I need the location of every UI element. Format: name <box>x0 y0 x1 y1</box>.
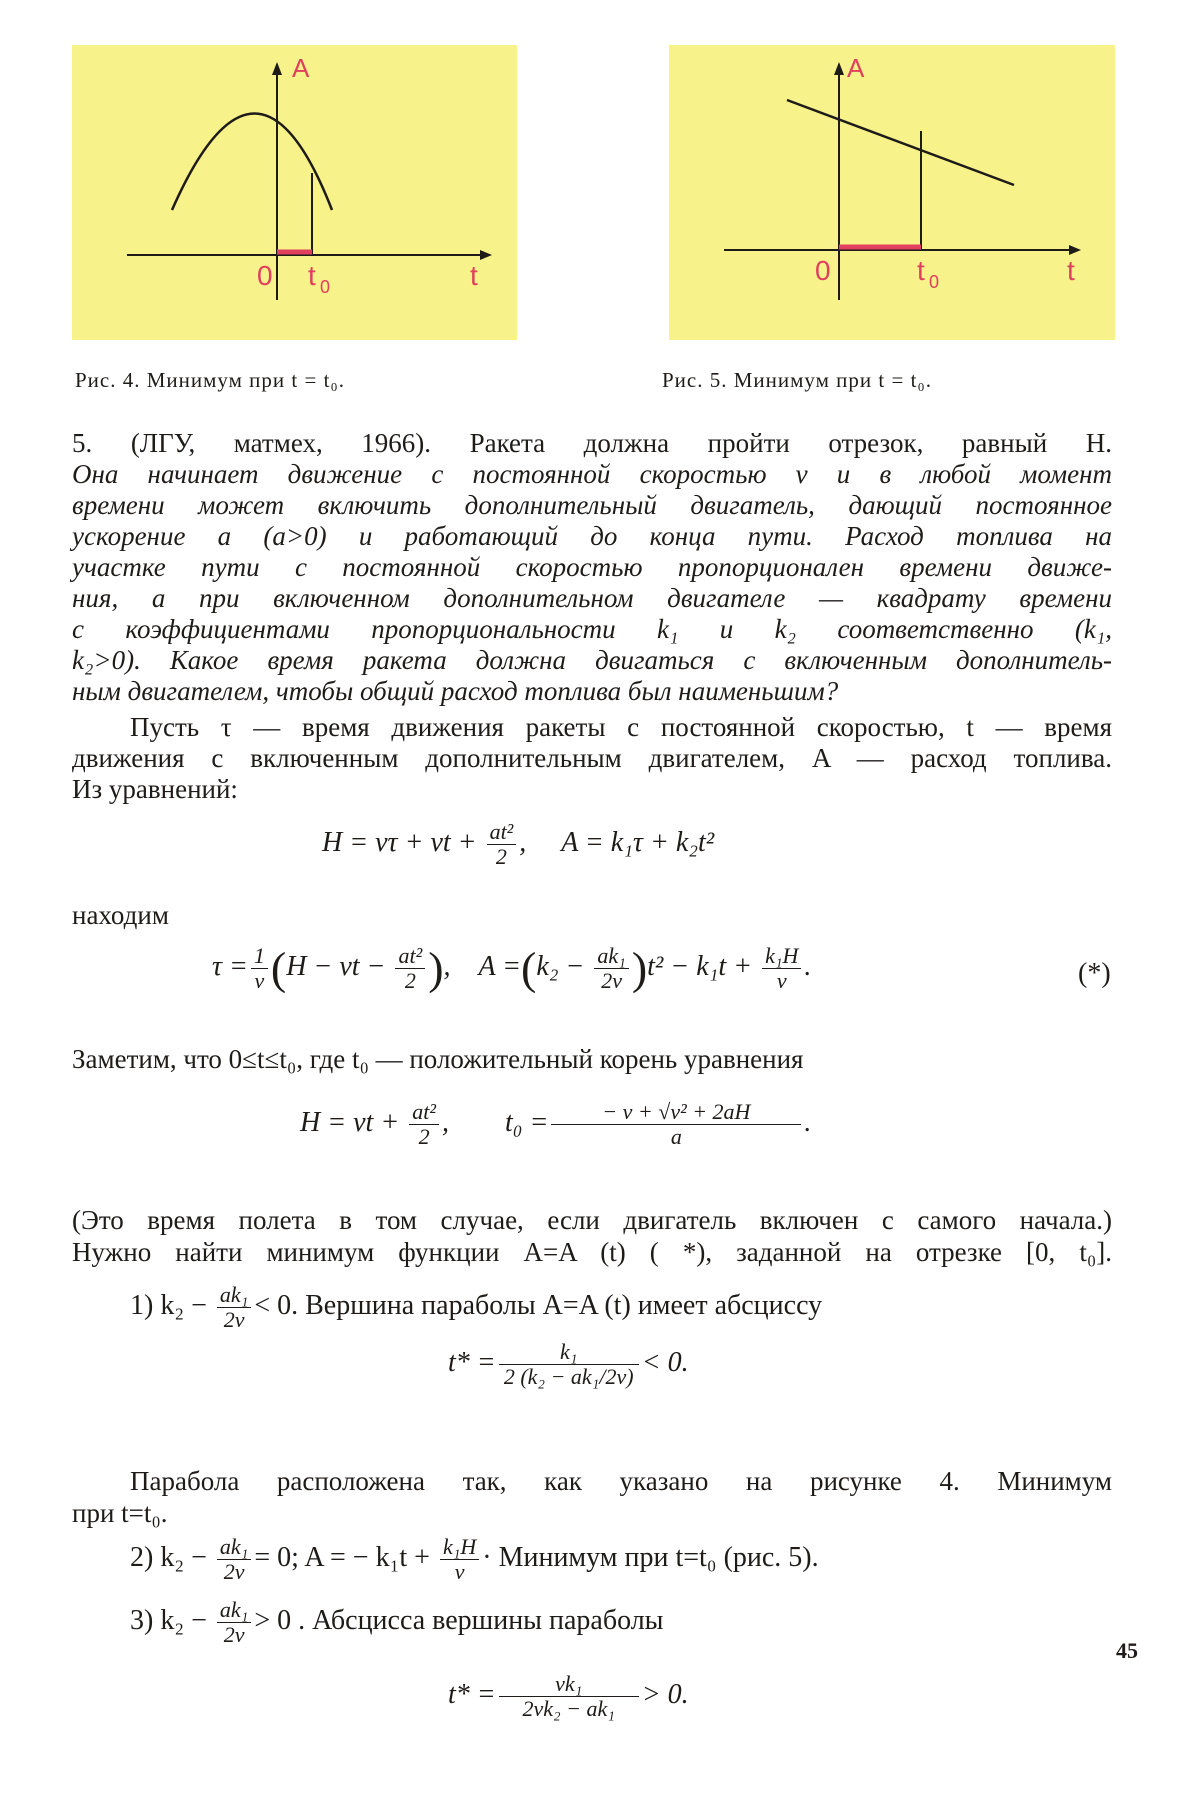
case-3: 3) k₂ − $\frac{\text{ak₁}}{2v}$ > 0 . Абсцисса вершины параболы <box>130 1597 664 1647</box>
equation-3: H = vt + $\frac{\text{at²}}{2}$ , t₀ = $\frac{\text{− v + √v² + 2aH}}{a}$ . <box>300 1099 812 1149</box>
after-line: (Это время полета в том случае, если двигатель включен с самого начала.) <box>72 1205 1112 1235</box>
figure-4-graph <box>72 45 517 340</box>
axis-label-t: t <box>470 260 478 291</box>
axis-label-a: A <box>292 53 310 83</box>
figure-5-caption: Рис. 5. Минимум при t = t₀. <box>662 368 932 392</box>
equation-1: H = vτ + vt + $\frac{\text{at²}}{2}$ , A = k₁τ + k₂t² <box>322 819 715 869</box>
axis-label-t: t <box>1067 255 1075 286</box>
t0-label: t <box>308 260 316 291</box>
figure-5-graph <box>669 45 1115 340</box>
equation-2: τ = $\frac{1}{v}$ (H − vt − $\frac{\text{at²}}{2}$ ), A =(k₂ − $\frac{\text{ak₁}}{2v}$ )t² − k₁t + $\frac{\text{k₁H}}{v}$ . <box>212 942 812 994</box>
linear-function <box>787 100 1014 185</box>
origin-label: 0 <box>257 260 273 291</box>
after-line: Нужно найти минимум функции A=A (t) ( *), заданной на отрезке [0, t₀]. <box>72 1237 1112 1267</box>
equation-marker: (*) <box>1078 958 1111 989</box>
figure-4-caption: Рис. 4. Минимум при t = t₀. <box>75 368 345 392</box>
case-1: 1) k₂ − $\frac{\text{ak₁}}{2v}$ < 0. Вершина параболы A=A (t) имеет абсциссу <box>130 1282 823 1332</box>
statement-line: Она начинает движение с постоянной скоростью v и в любой момент <box>72 459 1112 489</box>
figure-4 <box>72 45 517 340</box>
axis-label-a: A <box>847 53 865 83</box>
find-label: находим <box>72 900 169 930</box>
origin-label: 0 <box>815 255 831 286</box>
statement-line: ускорение a (a>0) и работающий до конца пути. Расход топлива на <box>72 521 1112 551</box>
intro-line: Из уравнений: <box>72 774 238 804</box>
statement-line: участке пути с постоянной скоростью пропорционален времени движе- <box>72 552 1112 582</box>
parabola-line: при t=t₀. <box>72 1498 168 1528</box>
statement-line: k₂>0). Какое время ракета должна двигаться с включенным дополнитель- <box>72 645 1112 675</box>
figure-5 <box>669 45 1115 340</box>
statement-line: с коэффициентами пропорциональности k₁ и k₂ соответственно (k₁, <box>72 614 1112 644</box>
t0-label: t <box>917 255 925 286</box>
t0-subscript: 0 <box>929 272 940 292</box>
statement-line: ным двигателем, чтобы общий расход топлива был наименьшим? <box>72 676 839 706</box>
intro-line: движения с включенным дополнительным двигателем, A — расход топлива. <box>72 743 1112 773</box>
equation-5: t* = $\frac{\text{vk₁}}{\text{2vk₂ − ak₁}}$ > 0. <box>448 1671 689 1721</box>
statement-line: 5. (ЛГУ, матмех, 1966). Ракета должна пройти отрезок, равный H. <box>72 428 1112 458</box>
parabola-curve <box>172 114 332 211</box>
statement-line: ния, а при включенном дополнительном двигателе — квадрату времени <box>72 583 1112 613</box>
page-number: 45 <box>1116 1638 1138 1663</box>
t0-subscript: 0 <box>320 277 331 297</box>
parabola-line: Парабола расположена так, как указано на рисунке 4. Минимум <box>130 1466 1112 1496</box>
case-2: 2) k₂ − $\frac{\text{ak₁}}{2v}$ = 0; A = − k₁t + $\frac{\text{k₁H}}{v}$ · Минимум при t=t₀ (рис. 5). <box>130 1534 819 1584</box>
equation-4: t* = $\frac{\text{k₁}}{\text{2 (k₂ − ak₁/2v)}}$ < 0. <box>448 1339 689 1389</box>
intro-line: Пусть τ — время движения ракеты с постоянной скоростью, t — время <box>130 712 1112 742</box>
note-line: Заметим, что 0≤t≤t₀, где t₀ — положительный корень уравнения <box>72 1044 804 1074</box>
statement-line: времени может включить дополнительный двигатель, дающий постоянное <box>72 490 1112 520</box>
